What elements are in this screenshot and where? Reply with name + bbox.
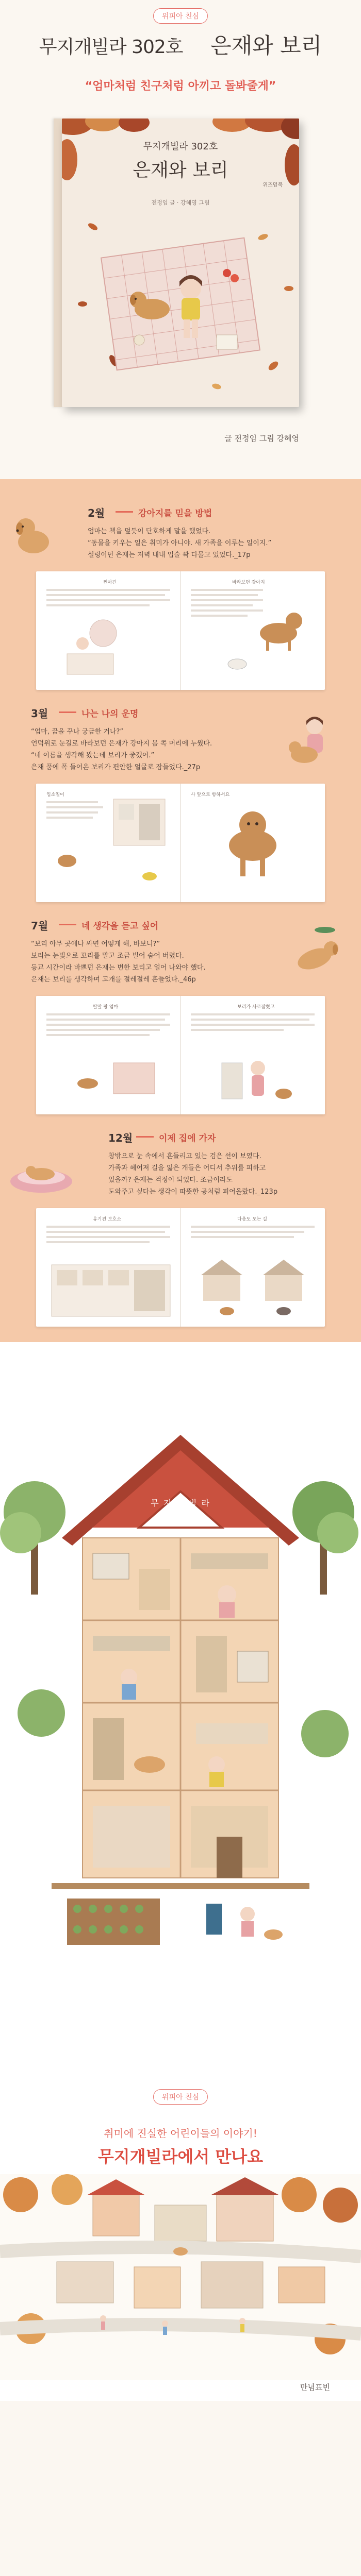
chapter-divider [59, 711, 76, 713]
chapter-divider [116, 511, 133, 513]
hero-title-main: 은재와 보리 [210, 33, 322, 58]
publisher-logo: 만념표빈 [300, 2383, 330, 2392]
spread-right-heading: 보리가 사로잡혔고 [237, 1005, 275, 1010]
excerpt-line: 언덕위로 눈길로 바라보던 은재가 강아지 몸 쪽 머리에 누웠다. [31, 740, 212, 748]
chapter-month: 12월 [108, 1132, 133, 1144]
chapter-march [0, 705, 361, 902]
chapter-december [0, 1130, 361, 1327]
dog-sitting-icon [5, 510, 62, 556]
spread-left-heading: 딸딸 팡 엄마 [93, 1005, 119, 1010]
hero-title [0, 29, 361, 60]
excerpt-line: 있을까? 은재는 걱정이 되었다. 조금이라도 [108, 1176, 233, 1184]
excerpt-line: “네 이름을 생각해 봤는데 보리가 좋겠어.” [31, 752, 155, 759]
villa-drawing [0, 1342, 361, 2084]
chapter-head [88, 505, 330, 523]
credits: 글 전정임 그림 강혜영 [224, 434, 299, 443]
excerpt-line: 창밖으로 눈 속에서 흔들리고 있는 검은 선이 보였다. [108, 1153, 261, 1160]
chapter-february [0, 505, 361, 690]
chapter-month: 7월 [31, 920, 48, 932]
excerpt-line: 은재 품에 폭 들어온 보리가 편안한 얼굴로 잠들었다._27p [31, 764, 201, 771]
series-badge: 위피아 친심 [153, 8, 208, 24]
chapter-month: 2월 [88, 507, 105, 519]
excerpt-line: 엄마는 책을 덮듯이 단호하게 말을 했었다. [88, 528, 211, 535]
book-subtitle: 무지개빌라 302호 [143, 141, 218, 152]
book-spread [36, 784, 325, 902]
bottom-title: 무지개빌라에서 만나요 [97, 2147, 264, 2166]
book-cover [62, 118, 299, 407]
book-spread [36, 996, 325, 1114]
picnic-mat [101, 238, 260, 370]
chapter-divider [136, 1136, 154, 1138]
book-author: 전정임 글 · 강혜영 그림 [151, 199, 210, 206]
excerpt-line: 보리는 눈빛으로 꼬리를 말고 조금 빌어 숨어 버렸다. [31, 952, 184, 960]
book-spread [36, 1208, 325, 1327]
book-spread [36, 571, 325, 690]
excerpt-line: 등교 시간이라 바쁘던 은재는 변한 보리고 얼어 나와야 했다. [31, 964, 206, 972]
excerpt-line: 도와주고 싶다는 생각이 따뜻한 공처럼 피어올랐다._123p [108, 1188, 278, 1196]
hero-section [0, 0, 361, 479]
hero-quote: “엄마처럼 친구처럼 아끼고 돌봐줄게” [85, 80, 276, 93]
chapter-title: 이제 집에 가자 [159, 1133, 216, 1144]
dog-bed-icon [5, 1150, 77, 1197]
chapter-month: 3월 [31, 707, 48, 720]
chapters-section [0, 479, 361, 1342]
hero-title-gap [190, 33, 204, 58]
chapter-title: 네 생각을 듣고 싶어 [81, 921, 159, 931]
town-illustration [0, 2174, 361, 2380]
spread-right-heading: 사 앞으로 향하서요 [191, 792, 230, 798]
chapter-title: 나는 나의 운명 [81, 709, 139, 719]
chapter-head [108, 1130, 330, 1148]
chapter-excerpt [88, 526, 330, 561]
excerpt-line: 설렁이던 은재는 저녁 내내 입술 꽉 다물고 있었다._17p [88, 551, 251, 559]
series-badge-bottom: 위피아 친심 [153, 2089, 208, 2105]
chapter-excerpt [108, 1150, 330, 1198]
spread-illustration [36, 571, 325, 690]
spread-illustration [36, 996, 325, 1114]
dog-jumping-icon [284, 923, 346, 979]
chapter-july [0, 918, 361, 1114]
excerpt-line: 가족과 헤어져 길을 잃은 개들은 어디서 추위를 피하고 [108, 1164, 266, 1172]
spread-illustration [36, 784, 325, 902]
bottom-section [0, 2084, 361, 2401]
book-title: 은재와 보리 [133, 160, 228, 181]
rainbow-villa-illustration [0, 1342, 361, 2084]
villa-sign: 무 지 개 빌 라 [151, 1498, 210, 1508]
chapter-divider [59, 924, 76, 925]
excerpt-line: “엄마, 꿈을 꾸나 궁금한 거나?” [31, 728, 124, 736]
spread-right-heading: 다음도 오는 길 [237, 1217, 267, 1222]
excerpt-line: “보리 아무 곳에나 싸면 어떻게 해, 바보니?” [31, 940, 160, 948]
excerpt-line: “동물을 키우는 일은 취미가 아니야. 새 가족을 이루는 일이지.” [88, 539, 272, 547]
book-inner-title [62, 139, 299, 182]
book-publisher: 위즈덤북 [262, 182, 283, 188]
spread-left-heading: 유기견 보호소 [93, 1217, 122, 1222]
excerpt-line: 은재는 보리를 생각하며 고개를 절레절레 흔들었다._46p [31, 976, 196, 984]
hero-title-small: 무지개빌라 302호 [39, 37, 183, 58]
bottom-subtitle: 취미에 진실한 어린이들의 이야기! [104, 2127, 257, 2140]
chapter-title: 강아지를 믿을 방법 [138, 509, 212, 519]
spread-left-heading: 찐아긴 [103, 580, 117, 585]
spread-right-heading: 바라보던 강아지 [232, 580, 265, 585]
spread-illustration [36, 1208, 325, 1327]
spread-left-heading: 입소일이 [46, 792, 64, 798]
girl-with-dog-icon [284, 710, 340, 767]
